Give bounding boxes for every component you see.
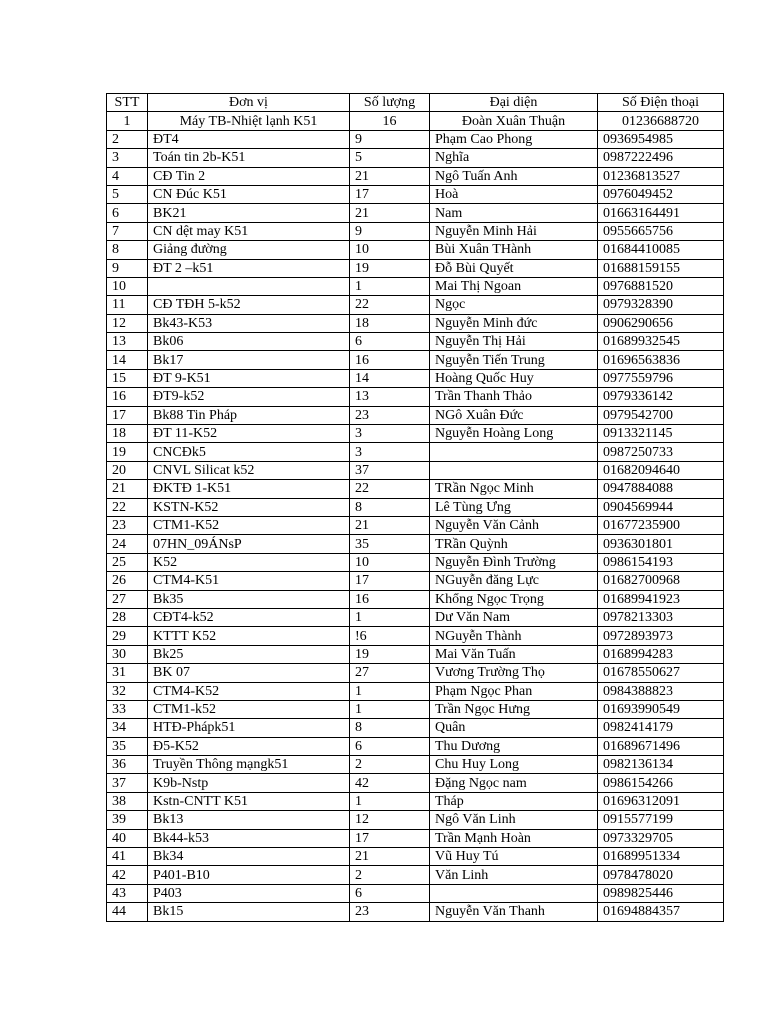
cell-phone: 0913321145 (598, 425, 724, 443)
cell-stt: 33 (107, 700, 148, 718)
cell-stt: 8 (107, 241, 148, 259)
cell-phone: 0936954985 (598, 130, 724, 148)
cell-representative: Nguyễn Hoàng Long (430, 425, 598, 443)
table-row (107, 112, 724, 130)
cell-unit: CN dệt may K51 (148, 222, 350, 240)
cell-unit: 07HN_09ÁNsP (148, 535, 350, 553)
cell-phone: 01677235900 (598, 516, 724, 534)
cell-stt: 1 (107, 112, 148, 130)
cell-stt: 44 (107, 903, 148, 921)
cell-representative: Nguyễn Minh đức (430, 314, 598, 332)
cell-unit: Toán tin 2b-K51 (148, 149, 350, 167)
table-row (107, 774, 724, 792)
cell-phone: 0978478020 (598, 866, 724, 884)
cell-unit: Bk15 (148, 903, 350, 921)
cell-unit: Bk44-k53 (148, 829, 350, 847)
cell-quantity: 8 (350, 498, 430, 516)
cell-representative: Hoà (430, 185, 598, 203)
table-row (107, 682, 724, 700)
cell-quantity: 17 (350, 829, 430, 847)
cell-quantity: 10 (350, 241, 430, 259)
cell-representative: Lê Tùng Ưng (430, 498, 598, 516)
cell-unit: ĐT9-k52 (148, 388, 350, 406)
cell-phone: 0168994283 (598, 645, 724, 663)
cell-phone: 01689941923 (598, 590, 724, 608)
cell-stt: 32 (107, 682, 148, 700)
cell-unit: Kstn-CNTT K51 (148, 792, 350, 810)
cell-stt: 28 (107, 608, 148, 626)
cell-representative: Nguyễn Thị Hải (430, 333, 598, 351)
cell-stt: 18 (107, 425, 148, 443)
cell-unit: ĐT4 (148, 130, 350, 148)
cell-representative: Chu Huy Long (430, 756, 598, 774)
cell-phone: 01694884357 (598, 903, 724, 921)
table-row (107, 461, 724, 479)
cell-quantity: 2 (350, 866, 430, 884)
cell-representative: Đoàn Xuân Thuận (430, 112, 598, 130)
cell-quantity: 21 (350, 516, 430, 534)
table-row (107, 314, 724, 332)
header-representative: Đại diện (430, 94, 598, 112)
table-row (107, 185, 724, 203)
cell-representative: NGô Xuân Đức (430, 406, 598, 424)
cell-phone: 0982136134 (598, 756, 724, 774)
table-row (107, 498, 724, 516)
cell-quantity: 1 (350, 700, 430, 718)
cell-phone: 0987250733 (598, 443, 724, 461)
cell-phone: 0978213303 (598, 608, 724, 626)
cell-unit: Máy TB-Nhiệt lạnh K51 (148, 112, 350, 130)
cell-phone: 0904569944 (598, 498, 724, 516)
cell-unit: Truyền Thông mạngk51 (148, 756, 350, 774)
cell-representative: Nguyễn Văn Cảnh (430, 516, 598, 534)
cell-stt: 38 (107, 792, 148, 810)
cell-phone: 0986154193 (598, 553, 724, 571)
cell-phone: 01689932545 (598, 333, 724, 351)
table-row (107, 627, 724, 645)
cell-stt: 16 (107, 388, 148, 406)
cell-quantity: 17 (350, 572, 430, 590)
cell-phone: 01684410085 (598, 241, 724, 259)
table-row (107, 388, 724, 406)
cell-representative: Tháp (430, 792, 598, 810)
table-row (107, 848, 724, 866)
cell-unit: Đ5-K52 (148, 737, 350, 755)
table-row (107, 737, 724, 755)
cell-stt: 29 (107, 627, 148, 645)
table-row (107, 811, 724, 829)
cell-quantity: 17 (350, 185, 430, 203)
cell-quantity: 6 (350, 884, 430, 902)
cell-representative: Phạm Ngọc Phan (430, 682, 598, 700)
cell-representative: Nam (430, 204, 598, 222)
cell-stt: 11 (107, 296, 148, 314)
cell-unit: Bk06 (148, 333, 350, 351)
cell-unit: CNVL Silicat k52 (148, 461, 350, 479)
cell-unit: Bk88 Tin Pháp (148, 406, 350, 424)
cell-phone: 0982414179 (598, 719, 724, 737)
cell-quantity: 16 (350, 112, 430, 130)
table-row (107, 866, 724, 884)
cell-stt: 42 (107, 866, 148, 884)
cell-phone: 01688159155 (598, 259, 724, 277)
cell-quantity: 1 (350, 277, 430, 295)
cell-quantity: 3 (350, 425, 430, 443)
cell-quantity: 23 (350, 903, 430, 921)
cell-quantity: 16 (350, 351, 430, 369)
cell-quantity: 22 (350, 296, 430, 314)
cell-phone: 0972893973 (598, 627, 724, 645)
cell-quantity: 27 (350, 664, 430, 682)
cell-representative: Vũ Huy Tú (430, 848, 598, 866)
cell-representative: Bùi Xuân THành (430, 241, 598, 259)
cell-unit: BK 07 (148, 664, 350, 682)
table-body (107, 112, 724, 921)
header-stt: STT (107, 94, 148, 112)
cell-unit: Bk43-K53 (148, 314, 350, 332)
cell-phone: 0989825446 (598, 884, 724, 902)
table-row (107, 608, 724, 626)
table-row (107, 645, 724, 663)
cell-representative: Vương Trường Thọ (430, 664, 598, 682)
cell-quantity: 42 (350, 774, 430, 792)
cell-stt: 6 (107, 204, 148, 222)
table-row (107, 590, 724, 608)
cell-representative: Nghĩa (430, 149, 598, 167)
cell-unit: CĐT4-k52 (148, 608, 350, 626)
cell-stt: 25 (107, 553, 148, 571)
cell-stt: 43 (107, 884, 148, 902)
cell-quantity: 6 (350, 333, 430, 351)
header-unit: Đơn vị (148, 94, 350, 112)
cell-unit: P403 (148, 884, 350, 902)
cell-stt: 37 (107, 774, 148, 792)
cell-phone: 0979336142 (598, 388, 724, 406)
cell-phone: 01689951334 (598, 848, 724, 866)
cell-phone: 0973329705 (598, 829, 724, 847)
cell-stt: 13 (107, 333, 148, 351)
table-row (107, 333, 724, 351)
cell-representative (430, 443, 598, 461)
cell-representative: Đỗ Bùi Quyết (430, 259, 598, 277)
table-row (107, 369, 724, 387)
cell-unit: KTTT K52 (148, 627, 350, 645)
cell-representative: NGuyễn Thành (430, 627, 598, 645)
table-row (107, 149, 724, 167)
cell-stt: 17 (107, 406, 148, 424)
table-row (107, 167, 724, 185)
cell-quantity: 23 (350, 406, 430, 424)
cell-unit: CN Đúc K51 (148, 185, 350, 203)
cell-quantity: 12 (350, 811, 430, 829)
cell-phone: 0976881520 (598, 277, 724, 295)
cell-quantity: 14 (350, 369, 430, 387)
cell-stt: 40 (107, 829, 148, 847)
cell-quantity: 6 (350, 737, 430, 755)
cell-phone: 01696563836 (598, 351, 724, 369)
cell-unit: ĐT 9-K51 (148, 369, 350, 387)
cell-stt: 27 (107, 590, 148, 608)
cell-phone: 01693990549 (598, 700, 724, 718)
table-row (107, 756, 724, 774)
cell-unit: CTM1-k52 (148, 700, 350, 718)
table-row (107, 204, 724, 222)
cell-stt: 39 (107, 811, 148, 829)
cell-phone: 0947884088 (598, 480, 724, 498)
cell-stt: 5 (107, 185, 148, 203)
cell-representative: Nguyễn Tiến Trung (430, 351, 598, 369)
table-row (107, 829, 724, 847)
table-row (107, 296, 724, 314)
cell-unit: ĐKTĐ 1-K51 (148, 480, 350, 498)
cell-quantity: 8 (350, 719, 430, 737)
cell-stt: 24 (107, 535, 148, 553)
cell-unit: CĐ Tin 2 (148, 167, 350, 185)
table-row (107, 792, 724, 810)
table-row (107, 443, 724, 461)
cell-representative: Ngọc (430, 296, 598, 314)
cell-phone: 01678550627 (598, 664, 724, 682)
contacts-table (106, 93, 724, 922)
cell-quantity: 5 (350, 149, 430, 167)
cell-unit: ĐT 11-K52 (148, 425, 350, 443)
cell-stt: 4 (107, 167, 148, 185)
cell-phone: 0979328390 (598, 296, 724, 314)
cell-phone: 01682094640 (598, 461, 724, 479)
cell-unit: Bk13 (148, 811, 350, 829)
cell-representative: Trần Mạnh Hoàn (430, 829, 598, 847)
cell-phone: 0906290656 (598, 314, 724, 332)
cell-stt: 22 (107, 498, 148, 516)
cell-representative: Mai Văn Tuấn (430, 645, 598, 663)
cell-representative: Văn Linh (430, 866, 598, 884)
cell-unit (148, 277, 350, 295)
cell-phone: 0977559796 (598, 369, 724, 387)
cell-representative: Quân (430, 719, 598, 737)
cell-quantity: 16 (350, 590, 430, 608)
cell-representative: TRần Quỳnh (430, 535, 598, 553)
cell-representative: Ngô Tuấn Anh (430, 167, 598, 185)
cell-representative (430, 884, 598, 902)
cell-stt: 2 (107, 130, 148, 148)
cell-stt: 7 (107, 222, 148, 240)
table-row (107, 406, 724, 424)
cell-unit: BK21 (148, 204, 350, 222)
cell-representative: Khổng Ngọc Trọng (430, 590, 598, 608)
cell-stt: 30 (107, 645, 148, 663)
cell-stt: 9 (107, 259, 148, 277)
cell-representative: Trần Ngọc Hưng (430, 700, 598, 718)
cell-quantity: 13 (350, 388, 430, 406)
cell-quantity: 19 (350, 645, 430, 663)
cell-stt: 20 (107, 461, 148, 479)
cell-stt: 14 (107, 351, 148, 369)
cell-stt: 34 (107, 719, 148, 737)
cell-representative: Mai Thị Ngoan (430, 277, 598, 295)
cell-stt: 12 (107, 314, 148, 332)
cell-unit: Bk34 (148, 848, 350, 866)
cell-stt: 36 (107, 756, 148, 774)
table-row (107, 719, 724, 737)
table-row (107, 572, 724, 590)
cell-phone: 01689671496 (598, 737, 724, 755)
cell-stt: 3 (107, 149, 148, 167)
cell-stt: 35 (107, 737, 148, 755)
cell-phone: 0915577199 (598, 811, 724, 829)
cell-unit: K9b-Nstp (148, 774, 350, 792)
cell-representative: Dư Văn Nam (430, 608, 598, 626)
cell-quantity: 10 (350, 553, 430, 571)
table-row (107, 222, 724, 240)
cell-phone: 01236813527 (598, 167, 724, 185)
cell-unit: Bk35 (148, 590, 350, 608)
cell-representative: NGuyễn đăng Lực (430, 572, 598, 590)
header-phone: Số Điện thoại (598, 94, 724, 112)
cell-unit: CTM4-K51 (148, 572, 350, 590)
cell-representative: Trần Thanh Thảo (430, 388, 598, 406)
cell-quantity: 2 (350, 756, 430, 774)
table-row (107, 425, 724, 443)
cell-quantity: 22 (350, 480, 430, 498)
cell-stt: 15 (107, 369, 148, 387)
cell-unit: K52 (148, 553, 350, 571)
table-row (107, 351, 724, 369)
table-row (107, 259, 724, 277)
cell-unit: Giảng đường (148, 241, 350, 259)
cell-unit: ĐT 2 –k51 (148, 259, 350, 277)
cell-quantity: 37 (350, 461, 430, 479)
cell-representative: Nguyễn Đình Trường (430, 553, 598, 571)
cell-representative: Ngô Văn Linh (430, 811, 598, 829)
table-row (107, 516, 724, 534)
table-row (107, 241, 724, 259)
cell-stt: 26 (107, 572, 148, 590)
cell-quantity: 1 (350, 682, 430, 700)
table-header-row (107, 94, 724, 112)
cell-unit: HTĐ-Phápk51 (148, 719, 350, 737)
cell-phone: 0936301801 (598, 535, 724, 553)
cell-quantity: !6 (350, 627, 430, 645)
cell-phone: 01682700968 (598, 572, 724, 590)
cell-representative: Thu Dương (430, 737, 598, 755)
cell-stt: 41 (107, 848, 148, 866)
cell-stt: 23 (107, 516, 148, 534)
cell-stt: 21 (107, 480, 148, 498)
cell-representative: Phạm Cao Phong (430, 130, 598, 148)
cell-representative: Nguyễn Văn Thanh (430, 903, 598, 921)
cell-quantity: 19 (350, 259, 430, 277)
cell-unit: CTM1-K52 (148, 516, 350, 534)
table-row (107, 884, 724, 902)
cell-unit: KSTN-K52 (148, 498, 350, 516)
cell-quantity: 1 (350, 608, 430, 626)
cell-phone: 0987222496 (598, 149, 724, 167)
table-row (107, 553, 724, 571)
cell-quantity: 9 (350, 130, 430, 148)
cell-representative: Nguyễn Minh Hải (430, 222, 598, 240)
cell-unit: Bk25 (148, 645, 350, 663)
table-row (107, 277, 724, 295)
cell-quantity: 1 (350, 792, 430, 810)
cell-unit: CTM4-K52 (148, 682, 350, 700)
cell-quantity: 21 (350, 848, 430, 866)
cell-representative: Hoàng Quốc Huy (430, 369, 598, 387)
cell-quantity: 21 (350, 167, 430, 185)
cell-representative: Đặng Ngọc nam (430, 774, 598, 792)
cell-unit: CNCĐk5 (148, 443, 350, 461)
cell-phone: 0979542700 (598, 406, 724, 424)
cell-stt: 31 (107, 664, 148, 682)
table-row (107, 480, 724, 498)
table-row (107, 700, 724, 718)
cell-unit: Bk17 (148, 351, 350, 369)
table-row (107, 130, 724, 148)
cell-phone: 0976049452 (598, 185, 724, 203)
cell-quantity: 9 (350, 222, 430, 240)
cell-representative: TRần Ngọc Minh (430, 480, 598, 498)
cell-quantity: 35 (350, 535, 430, 553)
cell-phone: 0986154266 (598, 774, 724, 792)
cell-unit: P401-B10 (148, 866, 350, 884)
cell-phone: 01663164491 (598, 204, 724, 222)
cell-phone: 0955665756 (598, 222, 724, 240)
cell-unit: CĐ TĐH 5-k52 (148, 296, 350, 314)
table-row (107, 903, 724, 921)
cell-phone: 0984388823 (598, 682, 724, 700)
cell-representative (430, 461, 598, 479)
header-quantity: Số lượng (350, 94, 430, 112)
cell-stt: 19 (107, 443, 148, 461)
table-row (107, 664, 724, 682)
cell-phone: 01236688720 (598, 112, 724, 130)
cell-stt: 10 (107, 277, 148, 295)
cell-quantity: 21 (350, 204, 430, 222)
cell-phone: 01696312091 (598, 792, 724, 810)
cell-quantity: 18 (350, 314, 430, 332)
cell-quantity: 3 (350, 443, 430, 461)
table-row (107, 535, 724, 553)
